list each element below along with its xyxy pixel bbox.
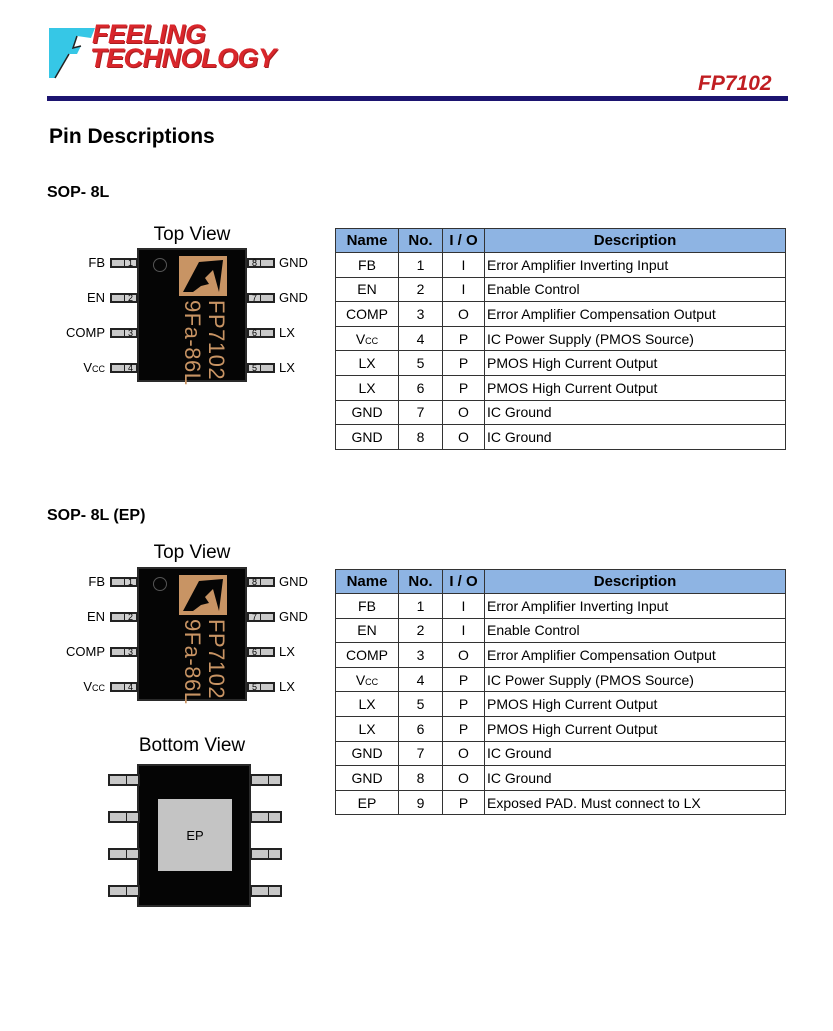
pin-number: 8 xyxy=(399,766,443,791)
pin-name: VCC xyxy=(336,326,399,351)
table-row xyxy=(336,766,786,791)
pin-7: 7 xyxy=(247,612,275,622)
pin-label-vcc: VCC xyxy=(83,679,105,694)
pin-4: 4 xyxy=(110,682,138,692)
pin-io-type: I xyxy=(443,594,485,619)
pin-3: 3 xyxy=(110,647,138,657)
pin-description: IC Ground xyxy=(485,425,786,450)
chip-marking-line1: FP7102 xyxy=(204,300,229,381)
pin-7: 7 xyxy=(247,293,275,303)
pin-description: Error Amplifier Compensation Output xyxy=(485,302,786,327)
pin-description: PMOS High Current Output xyxy=(485,692,786,717)
pin-description: PMOS High Current Output xyxy=(485,375,786,400)
pin-2: 2 xyxy=(110,293,138,303)
top-view-label: Top View xyxy=(153,542,231,563)
pin-io-type: P xyxy=(443,716,485,741)
pin-5: 5 xyxy=(247,363,275,373)
pin-description: Error Amplifier Compensation Output xyxy=(485,643,786,668)
pin-8: 8 xyxy=(247,577,275,587)
pin-io-type: O xyxy=(443,302,485,327)
col-header-io: I / O xyxy=(443,229,485,253)
pin-io-type: O xyxy=(443,425,485,450)
chip-marking-line2: 9Fa-86L xyxy=(180,300,205,386)
pin-label-en: EN xyxy=(86,290,105,305)
section-title-sop8l: SOP- 8L xyxy=(47,184,110,201)
pin-description: Error Amplifier Inverting Input xyxy=(485,253,786,278)
pin-io-type: O xyxy=(443,741,485,766)
exposed-pad: EP xyxy=(158,799,232,871)
pin-number: 1 xyxy=(399,253,443,278)
pin-description: PMOS High Current Output xyxy=(485,351,786,376)
table-row xyxy=(336,375,786,400)
table-row xyxy=(336,425,786,450)
pin-number: 1 xyxy=(399,594,443,619)
pin-table-sop8l xyxy=(335,228,786,450)
pin-description: PMOS High Current Output xyxy=(485,716,786,741)
pin-5: 5 xyxy=(247,682,275,692)
chip-marking-line1: FP7102 xyxy=(204,619,229,700)
table-header-row xyxy=(336,229,786,253)
chip-body xyxy=(137,248,247,386)
pin-description: IC Ground xyxy=(485,741,786,766)
col-header-no: No. xyxy=(399,229,443,253)
pin-description: Exposed PAD. Must connect to LX xyxy=(485,790,786,815)
pin-label-lx-6: LX xyxy=(279,325,295,340)
pin-io-type: O xyxy=(443,766,485,791)
pin-label-comp: COMP xyxy=(66,644,105,659)
pin-number: 8 xyxy=(399,425,443,450)
pin-name: LX xyxy=(336,375,399,400)
pin-1: 1 xyxy=(110,577,138,587)
pin-label-fb: FB xyxy=(88,574,105,589)
pin-number: 2 xyxy=(399,277,443,302)
pin-number: 4 xyxy=(399,667,443,692)
pin-label-fb: FB xyxy=(88,255,105,270)
table-row xyxy=(336,618,786,643)
table-row xyxy=(336,692,786,717)
pin-name: LX xyxy=(336,692,399,717)
pin-1: 1 xyxy=(110,258,138,268)
page-title: Pin Descriptions xyxy=(49,125,215,148)
pin-2: 2 xyxy=(110,612,138,622)
top-view-label: Top View xyxy=(153,224,231,245)
pin-io-type: I xyxy=(443,253,485,278)
pin-number: 5 xyxy=(399,351,443,376)
chip-body-bottom xyxy=(137,764,251,907)
pin-number: 4 xyxy=(399,326,443,351)
bottom-pin xyxy=(250,811,282,823)
pin-name: COMP xyxy=(336,302,399,327)
header-divider xyxy=(47,96,788,101)
pin-label-gnd-8: GND xyxy=(279,255,308,270)
table-row xyxy=(336,741,786,766)
chip-marking-line2: 9Fa-86L xyxy=(180,619,205,705)
table-row xyxy=(336,351,786,376)
pin1-indicator-icon xyxy=(153,258,167,272)
pin-io-type: P xyxy=(443,790,485,815)
pin-label-gnd-7: GND xyxy=(279,609,308,624)
pin-name: GND xyxy=(336,425,399,450)
bottom-pin xyxy=(250,848,282,860)
bottom-view-label: Bottom View xyxy=(138,735,246,756)
pin-io-type: O xyxy=(443,643,485,668)
pin-number: 3 xyxy=(399,302,443,327)
company-name-line1: FEELING xyxy=(92,19,206,49)
pin-number: 9 xyxy=(399,790,443,815)
bottom-pin xyxy=(250,885,282,897)
pin-label-vcc: VCC xyxy=(83,360,105,375)
chip-logo-icon xyxy=(179,256,227,296)
section-title-sop8l-ep: SOP- 8L (EP) xyxy=(47,507,146,524)
pin-io-type: I xyxy=(443,277,485,302)
pin-description: IC Power Supply (PMOS Source) xyxy=(485,326,786,351)
pin-label-lx-6: LX xyxy=(279,644,295,659)
bottom-pin xyxy=(250,774,282,786)
table-row xyxy=(336,667,786,692)
pin-io-type: O xyxy=(443,400,485,425)
company-name-line2: TECHNOLOGY xyxy=(90,43,276,73)
col-header-no: No. xyxy=(399,570,443,594)
pin-name: LX xyxy=(336,716,399,741)
pin-number: 5 xyxy=(399,692,443,717)
pin-description: IC Power Supply (PMOS Source) xyxy=(485,667,786,692)
col-header-description: Description xyxy=(485,570,786,594)
pin-6: 6 xyxy=(247,647,275,657)
table-header-row xyxy=(336,570,786,594)
pin-number: 3 xyxy=(399,643,443,668)
table-row xyxy=(336,302,786,327)
table-row xyxy=(336,643,786,668)
pin-label-gnd-7: GND xyxy=(279,290,308,305)
table-row xyxy=(336,253,786,278)
chip-body xyxy=(137,567,247,705)
company-name xyxy=(90,19,276,73)
table-row xyxy=(336,400,786,425)
pin-description: IC Ground xyxy=(485,400,786,425)
pin-description: IC Ground xyxy=(485,766,786,791)
pin-label-comp: COMP xyxy=(66,325,105,340)
pin-name: COMP xyxy=(336,643,399,668)
col-header-io: I / O xyxy=(443,570,485,594)
pin-6: 6 xyxy=(247,328,275,338)
table-row xyxy=(336,790,786,815)
col-header-name: Name xyxy=(336,570,399,594)
pin-name: EP xyxy=(336,790,399,815)
pin-number: 6 xyxy=(399,375,443,400)
pin-number: 7 xyxy=(399,741,443,766)
pin-label-gnd-8: GND xyxy=(279,574,308,589)
pin-name: FB xyxy=(336,594,399,619)
pin-number: 7 xyxy=(399,400,443,425)
pin-number: 2 xyxy=(399,618,443,643)
bottom-pin xyxy=(108,811,140,823)
pin-description: Error Amplifier Inverting Input xyxy=(485,594,786,619)
pin-8: 8 xyxy=(247,258,275,268)
table-row xyxy=(336,277,786,302)
part-number: FP7102 xyxy=(698,72,772,95)
pin-io-type: P xyxy=(443,667,485,692)
pin-4: 4 xyxy=(110,363,138,373)
pin-description: Enable Control xyxy=(485,277,786,302)
pin1-indicator-icon xyxy=(153,577,167,591)
pin-io-type: P xyxy=(443,351,485,376)
table-row xyxy=(336,594,786,619)
col-header-description: Description xyxy=(485,229,786,253)
pin-name: FB xyxy=(336,253,399,278)
col-header-name: Name xyxy=(336,229,399,253)
pin-name: GND xyxy=(336,741,399,766)
chip-logo-icon xyxy=(179,575,227,615)
pin-io-type: P xyxy=(443,692,485,717)
pin-table-sop8l-ep xyxy=(335,569,786,815)
bottom-pin xyxy=(108,848,140,860)
bottom-pin xyxy=(108,774,140,786)
pin-label-lx-5: LX xyxy=(279,679,295,694)
pin-name: EN xyxy=(336,277,399,302)
pin-description: Enable Control xyxy=(485,618,786,643)
pin-number: 6 xyxy=(399,716,443,741)
table-row xyxy=(336,716,786,741)
pin-name: GND xyxy=(336,766,399,791)
pin-name: EN xyxy=(336,618,399,643)
pin-io-type: P xyxy=(443,326,485,351)
pin-name: LX xyxy=(336,351,399,376)
table-row xyxy=(336,326,786,351)
pin-3: 3 xyxy=(110,328,138,338)
bottom-pin xyxy=(108,885,140,897)
pin-label-en: EN xyxy=(86,609,105,624)
pin-io-type: P xyxy=(443,375,485,400)
pin-label-lx-5: LX xyxy=(279,360,295,375)
pin-name: VCC xyxy=(336,667,399,692)
pin-name: GND xyxy=(336,400,399,425)
pin-io-type: I xyxy=(443,618,485,643)
